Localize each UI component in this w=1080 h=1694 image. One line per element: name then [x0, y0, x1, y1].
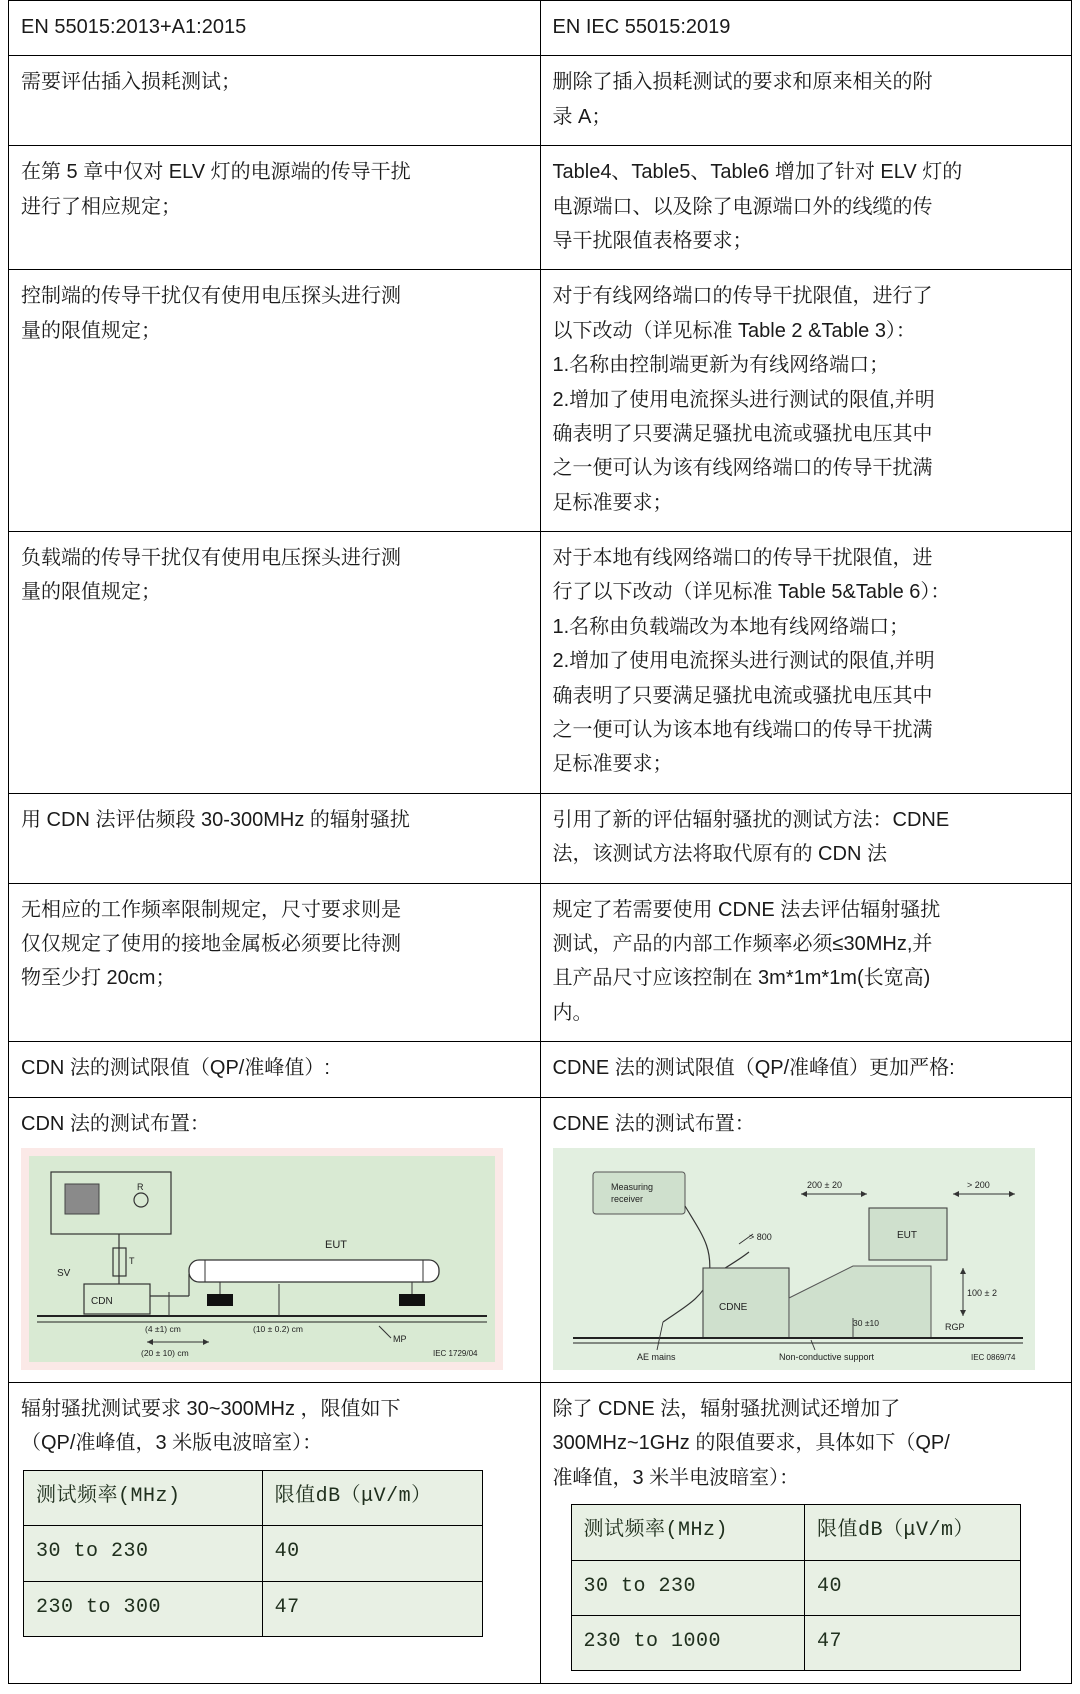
cell-old-2: [9, 146, 541, 270]
table-header-row: [9, 1, 1072, 56]
text-line: 仅仅规定了使用的接地金属板必须要比待测: [21, 932, 401, 955]
text-line: 法，该测试方法将取代原有的 CDN 法: [552, 843, 887, 866]
svg-text:T: T: [129, 1255, 135, 1266]
text-line: 量的限值规定；: [21, 581, 161, 604]
svg-text:> 200: > 200: [966, 1179, 990, 1190]
limit-table-new: [571, 1504, 1021, 1671]
text-line: CDNE 法的测试限值（QP/准峰值）更加严格:: [552, 1057, 955, 1080]
cell-new-1: [540, 56, 1072, 146]
svg-text:IEC 1729/04: IEC 1729/04: [433, 1348, 478, 1358]
svg-text:EUT: EUT: [325, 1238, 347, 1251]
text-line: 内。: [552, 1001, 593, 1024]
limit-cell-frequency: 30 to 230: [571, 1560, 804, 1615]
limit-header-frequency: 测试频率(MHz): [24, 1470, 263, 1525]
text-line: 准峰值，3 米半电波暗室）：: [552, 1466, 800, 1489]
svg-text:IEC 0869/74: IEC 0869/74: [970, 1352, 1015, 1362]
table-row: [9, 883, 1072, 1042]
limit-table-row: [571, 1615, 1020, 1670]
text-line: 确表明了只要满足骚扰电流或骚扰电压其中: [552, 422, 933, 445]
svg-text:(10 ± 0.2) cm: (10 ± 0.2) cm: [253, 1323, 304, 1334]
cell-old-5: [9, 793, 541, 883]
cdn-test-setup-figure: [21, 1148, 528, 1370]
table-row-limits: [9, 1382, 1072, 1683]
cell-new-3: [540, 270, 1072, 532]
text-line: 行了以下改动（详见标准 Table 5&Table 6）：: [552, 581, 951, 604]
cell-new-5: [540, 793, 1072, 883]
text-line: 物至少打 20cm；: [21, 967, 176, 990]
text-line: 2.增加了使用电流探头进行测试的限值,并明: [552, 388, 935, 411]
cdne-test-setup-figure: [553, 1148, 1060, 1370]
svg-text:CDNE: CDNE: [718, 1301, 747, 1313]
limit-cell-value: 40: [262, 1526, 482, 1581]
table-row: [9, 270, 1072, 532]
text-line: 需要评估插入损耗测试；: [21, 71, 241, 94]
text-line: 足标准要求；: [552, 753, 673, 776]
text-line: 之一便可认为该本地有线端口的传导干扰满: [552, 719, 933, 742]
table-row-figures: [9, 1097, 1072, 1382]
table-row: [9, 1042, 1072, 1097]
cell-old-figure: [9, 1097, 541, 1382]
text-line: 2.增加了使用电流探头进行测试的限值,并明: [552, 650, 935, 673]
svg-text:SV: SV: [57, 1267, 71, 1279]
cell-old-4: [9, 532, 541, 794]
cell-new-2: [540, 146, 1072, 270]
limit-cell-value: 47: [262, 1581, 482, 1636]
text-line: 对于本地有线网络端口的传导干扰限值，进: [552, 547, 933, 570]
text-line: 足标准要求；: [552, 491, 673, 514]
text-line: 量的限值规定；: [21, 319, 161, 342]
column-header-old-standard: EN 55015:2013+A1:2015: [9, 1, 541, 56]
svg-text:Non-conductive support: Non-conductive support: [778, 1351, 874, 1362]
limit-table-header-row: [571, 1505, 1020, 1560]
text-line: 且产品尺寸应该控制在 3m*1m*1m(长宽高): [552, 967, 931, 990]
cell-old-6: [9, 883, 541, 1042]
svg-text:CDN: CDN: [91, 1295, 113, 1307]
standards-comparison-table: [8, 0, 1072, 1684]
cell-old-limits: [9, 1382, 541, 1683]
table-row: [9, 793, 1072, 883]
limit-table-row: [571, 1560, 1020, 1615]
text-line: 之一便可认为该有线网络端口的传导干扰满: [552, 457, 933, 480]
limit-table-row: [24, 1526, 483, 1581]
svg-text:MP: MP: [393, 1333, 407, 1344]
text-line: CDN 法的测试限值（QP/准峰值）:: [21, 1057, 330, 1080]
cell-new-4: [540, 532, 1072, 794]
cell-new-figure: [540, 1097, 1072, 1382]
text-line: 控制端的传导干扰仅有使用电压探头进行测: [21, 285, 401, 308]
text-line: 1.名称由负载端改为本地有线网络端口；: [552, 615, 910, 638]
limit-header-value: 限值dB（μV/m）: [262, 1470, 482, 1525]
table-row: [9, 56, 1072, 146]
limit-table-row: [24, 1581, 483, 1636]
cdne-test-setup-diagram: [553, 1148, 1035, 1370]
svg-text:RGP: RGP: [944, 1321, 965, 1332]
svg-text:100 ± 2: 100 ± 2: [966, 1287, 997, 1298]
text-line: 引用了新的评估辐射骚扰的测试方法：CDNE: [552, 808, 950, 831]
svg-text:AE mains: AE mains: [636, 1351, 676, 1362]
text-line: 辐射骚扰测试要求 30~300MHz ，限值如下: [21, 1397, 401, 1420]
cdn-test-setup-diagram: [21, 1148, 503, 1370]
cell-old-7: [9, 1042, 541, 1097]
svg-text:receiver: receiver: [610, 1193, 643, 1204]
table-row: [9, 532, 1072, 794]
limit-cell-frequency: 230 to 1000: [571, 1615, 804, 1670]
text-line: 规定了若需要使用 CDNE 法去评估辐射骚扰: [552, 898, 941, 921]
text-line: 1.名称由控制端更新为有线网络端口；: [552, 354, 890, 377]
svg-text:Measuring: Measuring: [610, 1181, 653, 1192]
limit-cell-frequency: 230 to 300: [24, 1581, 263, 1636]
limit-cell-value: 47: [804, 1615, 1020, 1670]
text-line: 无相应的工作频率限制规定，尺寸要求则是: [21, 898, 401, 921]
cell-new-7: [540, 1042, 1072, 1097]
text-line: 进行了相应规定；: [21, 195, 181, 218]
figure-caption-cdn: CDN 法的测试布置：: [21, 1112, 210, 1135]
svg-text:> 800: > 800: [748, 1231, 772, 1242]
text-line: 测试，产品的内部工作频率必须≤30MHz,并: [552, 932, 933, 955]
limit-cell-value: 40: [804, 1560, 1020, 1615]
cell-old-3: [9, 270, 541, 532]
limit-table-header-row: [24, 1470, 483, 1525]
svg-text:R: R: [137, 1181, 144, 1192]
svg-text:EUT: EUT: [896, 1229, 917, 1241]
text-line: 删除了插入损耗测试的要求和原来相关的附: [552, 71, 933, 94]
text-line: 除了 CDNE 法，辐射骚扰测试还增加了: [552, 1397, 901, 1420]
column-header-new-standard: EN IEC 55015:2019: [540, 1, 1072, 56]
svg-text:(20 ± 10) cm: (20 ± 10) cm: [141, 1347, 189, 1358]
limit-header-value: 限值dB（μV/m）: [804, 1505, 1020, 1560]
limit-table-old: [23, 1470, 483, 1637]
text-line: （QP/准峰值，3 米版电波暗室）：: [21, 1432, 323, 1455]
text-line: 300MHz~1GHz 的限值要求，具体如下（QP/: [552, 1432, 950, 1455]
figure-caption-cdne: CDNE 法的测试布置：: [552, 1112, 755, 1135]
cdne-diagram-svg: [553, 1148, 1035, 1370]
cell-old-1: [9, 56, 541, 146]
cdn-diagram-svg: [29, 1156, 495, 1362]
text-line: 确表明了只要满足骚扰电流或骚扰电压其中: [552, 684, 933, 707]
cell-new-limits: [540, 1382, 1072, 1683]
cell-new-6: [540, 883, 1072, 1042]
svg-text:200 ± 20: 200 ± 20: [806, 1179, 842, 1190]
text-line: 电源端口、以及除了电源端口外的线缆的传: [552, 195, 933, 218]
text-line: 用 CDN 法评估频段 30-300MHz 的辐射骚扰: [21, 808, 410, 831]
text-line: Table4、Table5、Table6 增加了针对 ELV 灯的: [552, 161, 963, 184]
limit-header-frequency: 测试频率(MHz): [571, 1505, 804, 1560]
text-line: 对于有线网络端口的传导干扰限值，进行了: [552, 285, 933, 308]
limit-cell-frequency: 30 to 230: [24, 1526, 263, 1581]
svg-text:30 ±10: 30 ±10: [852, 1317, 879, 1328]
table-row: [9, 146, 1072, 270]
text-line: 录 A；: [552, 105, 612, 128]
text-line: 在第 5 章中仅对 ELV 灯的电源端的传导干扰: [21, 161, 411, 184]
text-line: 负载端的传导干扰仅有使用电压探头进行测: [21, 547, 401, 570]
text-line: 导干扰限值表格要求；: [552, 229, 753, 252]
text-line: 以下改动（详见标准 Table 2 &Table 3）：: [552, 319, 916, 342]
svg-text:(4 ±1) cm: (4 ±1) cm: [145, 1323, 181, 1334]
